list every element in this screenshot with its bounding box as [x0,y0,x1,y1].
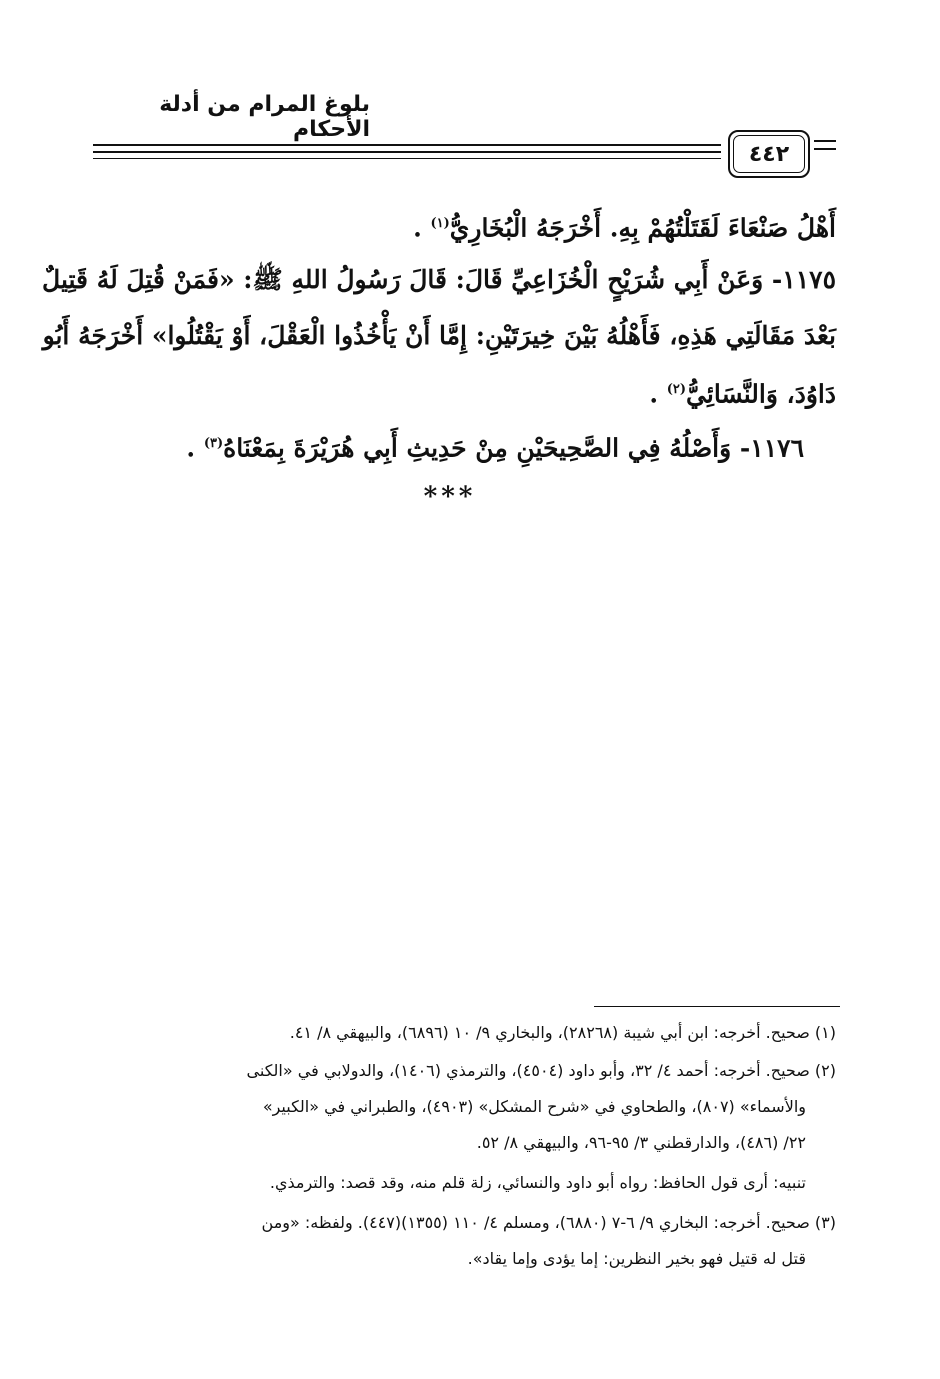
text-line-1: أَهْلُ صَنْعَاءَ لَقَتَلْتُهُمْ بِهِ. أَخْرَجَهُ الْبُخَارِيُّ$^{(١)}$ . [413,213,836,243]
hadith-1175-line-3: دَاوُدَ، وَالنَّسَائِيُّ$^{(٢)}$ . [649,379,836,409]
header-ornament [814,138,836,154]
footnote-ref-3: (٣) [203,436,224,451]
hadith-1175-line-1: ١١٧٥- وَعَنْ أَبِي شُرَيْحٍ الْخُزَاعِيِّ قَالَ: قَالَ رَسُولُ اللهِ ﷺ: «فَمَنْ قُتِلَ لَهُ قَتِيلٌ [42,265,836,294]
page-number-box [728,130,810,178]
page-number: ٤٤٢ [748,141,790,167]
footnote-3-line-1: (٣) صحيح. أخرجه: البخاري ٩/ ٦-٧ (٦٨٨٠)، ومسلم ٤/ ١١٠ (١٣٥٥)(٤٤٧). ولفظه: «ومن [261,1213,836,1232]
header-rule [93,144,721,158]
text-line-1-content: أَهْلُ صَنْعَاءَ لَقَتَلْتُهُمْ بِهِ. أَخْرَجَهُ الْبُخَارِيُّ [449,213,836,243]
hadith-1176: ١١٧٦- وَأَصْلُهُ فِي الصَّحِيحَيْنِ مِنْ حَدِيثِ أَبِي هُرَيْرَةَ بِمَعْنَاهُ$^{(٣)}$ . [186,433,804,463]
hadith-1175-line-2: بَعْدَ مَقَالَتِي هَذِهِ، فَأَهْلُهُ بَيْنَ خِيرَتَيْنِ: إِمَّا أَنْ يَأْخُذُوا الْعَقْلَ، أَوْ يَقْتُلُوا» أَخْرَجَهُ أَبُو [42,321,836,350]
hadith-1176-content: ١١٧٦- وَأَصْلُهُ فِي الصَّحِيحَيْنِ مِنْ حَدِيثِ أَبِي هُرَيْرَةَ بِمَعْنَاهُ [223,433,804,463]
footnote-3-line-2: قتل له قتيل فهو بخير النظرين: إما يؤدى وإما يقاد». [467,1249,806,1268]
footnote-rule [594,1006,840,1007]
footnote-1: (١) صحيح. أخرجه: ابن أبي شيبة (٢٨٢٦٨)، والبخاري ٩/ ١٠ (٦٨٩٦)، والبيهقي ٨/ ٤١. [289,1023,836,1042]
book-title: بلوغ المرام من أدلة الأحكام [159,92,370,142]
footnote-ref-2: (٢) [666,382,687,397]
footnote-ref-1: (١) [430,216,450,231]
footnote-2-line-3: ٢٢/ (٤٨٦)، والدارقطني ٣/ ٩٥-٩٦، والبيهقي ٨/ ٥٢. [476,1133,806,1152]
footnote-2-line-1: (٢) صحيح. أخرجه: أحمد ٤/ ٣٢، وأبو داود (٤٥٠٤)، والترمذي (١٤٠٦)، والدولابي في «الكنى [246,1061,836,1080]
footnote-2-line-2: والأسماء» (٨٠٧)، والطحاوي في «شرح المشكل» (٤٩٠٣)، والطبراني في «الكبير» [262,1097,806,1116]
footnote-note: تنبيه: أرى قول الحافظ: رواه أبو داود والنسائي، زلة قلم منه، وقد قصد: والترمذي. [269,1173,806,1192]
hadith-1175-line-3-content: دَاوُدَ، وَالنَّسَائِيُّ [686,379,836,409]
section-separator: *** [423,482,477,512]
